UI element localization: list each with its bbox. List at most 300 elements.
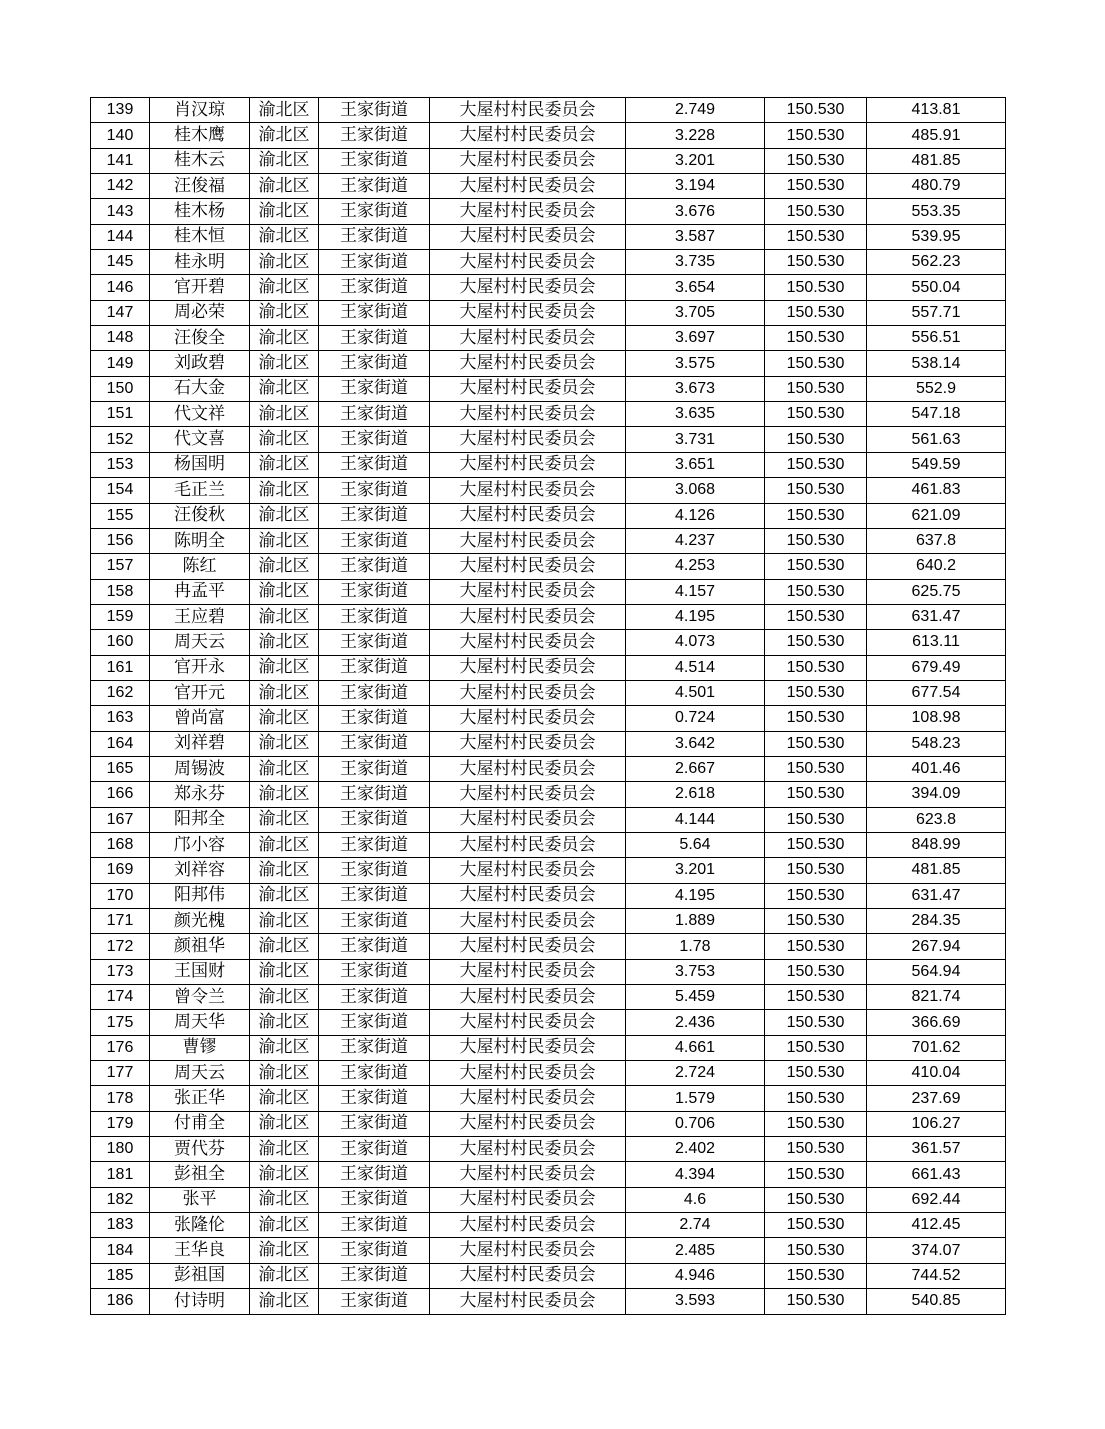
table-row bbox=[91, 427, 1006, 452]
area-cell: 4.073 bbox=[626, 630, 765, 655]
row-number-cell: 166 bbox=[91, 782, 150, 807]
committee-cell: 大屋村村民委员会 bbox=[430, 478, 626, 503]
committee-cell: 大屋村村民委员会 bbox=[430, 250, 626, 275]
table-row bbox=[91, 503, 1006, 528]
area-cell: 4.195 bbox=[626, 883, 765, 908]
name-cell: 曾令兰 bbox=[150, 985, 250, 1010]
rate-cell: 150.530 bbox=[765, 478, 867, 503]
street-cell: 王家街道 bbox=[319, 909, 430, 934]
district-cell: 渝北区 bbox=[250, 199, 319, 224]
row-number-cell: 181 bbox=[91, 1162, 150, 1187]
district-cell: 渝北区 bbox=[250, 351, 319, 376]
row-number-cell: 161 bbox=[91, 655, 150, 680]
district-cell: 渝北区 bbox=[250, 832, 319, 857]
table-row bbox=[91, 98, 1006, 123]
row-number-cell: 182 bbox=[91, 1187, 150, 1212]
committee-cell: 大屋村村民委员会 bbox=[430, 909, 626, 934]
district-cell: 渝北区 bbox=[250, 1010, 319, 1035]
rate-cell: 150.530 bbox=[765, 1263, 867, 1288]
rate-cell: 150.530 bbox=[765, 1086, 867, 1111]
area-cell: 2.724 bbox=[626, 1061, 765, 1086]
district-cell: 渝北区 bbox=[250, 959, 319, 984]
amount-cell: 744.52 bbox=[867, 1263, 1006, 1288]
row-number-cell: 144 bbox=[91, 224, 150, 249]
table-body bbox=[91, 98, 1006, 1315]
name-cell: 桂木鹰 bbox=[150, 123, 250, 148]
row-number-cell: 178 bbox=[91, 1086, 150, 1111]
street-cell: 王家街道 bbox=[319, 452, 430, 477]
area-cell: 4.253 bbox=[626, 554, 765, 579]
area-cell: 3.593 bbox=[626, 1289, 765, 1314]
table-row bbox=[91, 528, 1006, 553]
district-cell: 渝北区 bbox=[250, 427, 319, 452]
street-cell: 王家街道 bbox=[319, 478, 430, 503]
amount-cell: 640.2 bbox=[867, 554, 1006, 579]
rate-cell: 150.530 bbox=[765, 98, 867, 123]
rate-cell: 150.530 bbox=[765, 1111, 867, 1136]
amount-cell: 631.47 bbox=[867, 604, 1006, 629]
district-cell: 渝北区 bbox=[250, 224, 319, 249]
area-cell: 2.74 bbox=[626, 1213, 765, 1238]
street-cell: 王家街道 bbox=[319, 655, 430, 680]
row-number-cell: 170 bbox=[91, 883, 150, 908]
table-row bbox=[91, 706, 1006, 731]
amount-cell: 553.35 bbox=[867, 199, 1006, 224]
amount-cell: 374.07 bbox=[867, 1238, 1006, 1263]
row-number-cell: 185 bbox=[91, 1263, 150, 1288]
row-number-cell: 171 bbox=[91, 909, 150, 934]
committee-cell: 大屋村村民委员会 bbox=[430, 351, 626, 376]
street-cell: 王家街道 bbox=[319, 427, 430, 452]
name-cell: 桂木恒 bbox=[150, 224, 250, 249]
area-cell: 3.676 bbox=[626, 199, 765, 224]
street-cell: 王家街道 bbox=[319, 123, 430, 148]
committee-cell: 大屋村村民委员会 bbox=[430, 756, 626, 781]
district-cell: 渝北区 bbox=[250, 782, 319, 807]
area-cell: 5.459 bbox=[626, 985, 765, 1010]
district-cell: 渝北区 bbox=[250, 1187, 319, 1212]
table-row bbox=[91, 300, 1006, 325]
rate-cell: 150.530 bbox=[765, 452, 867, 477]
table-row bbox=[91, 883, 1006, 908]
district-cell: 渝北区 bbox=[250, 300, 319, 325]
district-cell: 渝北区 bbox=[250, 1238, 319, 1263]
rate-cell: 150.530 bbox=[765, 224, 867, 249]
table-row bbox=[91, 376, 1006, 401]
rate-cell: 150.530 bbox=[765, 554, 867, 579]
name-cell: 杨国明 bbox=[150, 452, 250, 477]
amount-cell: 848.99 bbox=[867, 832, 1006, 857]
name-cell: 周天华 bbox=[150, 1010, 250, 1035]
rate-cell: 150.530 bbox=[765, 427, 867, 452]
street-cell: 王家街道 bbox=[319, 376, 430, 401]
rate-cell: 150.530 bbox=[765, 1238, 867, 1263]
street-cell: 王家街道 bbox=[319, 731, 430, 756]
rate-cell: 150.530 bbox=[765, 123, 867, 148]
table-row bbox=[91, 554, 1006, 579]
name-cell: 汪俊秋 bbox=[150, 503, 250, 528]
name-cell: 张正华 bbox=[150, 1086, 250, 1111]
street-cell: 王家街道 bbox=[319, 680, 430, 705]
committee-cell: 大屋村村民委员会 bbox=[430, 1289, 626, 1314]
street-cell: 王家街道 bbox=[319, 1187, 430, 1212]
row-number-cell: 143 bbox=[91, 199, 150, 224]
committee-cell: 大屋村村民委员会 bbox=[430, 199, 626, 224]
amount-cell: 413.81 bbox=[867, 98, 1006, 123]
committee-cell: 大屋村村民委员会 bbox=[430, 224, 626, 249]
street-cell: 王家街道 bbox=[319, 98, 430, 123]
committee-cell: 大屋村村民委员会 bbox=[430, 123, 626, 148]
name-cell: 颜祖华 bbox=[150, 934, 250, 959]
area-cell: 2.436 bbox=[626, 1010, 765, 1035]
name-cell: 桂永明 bbox=[150, 250, 250, 275]
name-cell: 周必荣 bbox=[150, 300, 250, 325]
area-cell: 3.753 bbox=[626, 959, 765, 984]
table-row bbox=[91, 1061, 1006, 1086]
row-number-cell: 145 bbox=[91, 250, 150, 275]
name-cell: 汪俊福 bbox=[150, 174, 250, 199]
table-row bbox=[91, 275, 1006, 300]
table-row bbox=[91, 934, 1006, 959]
street-cell: 王家街道 bbox=[319, 503, 430, 528]
name-cell: 付诗明 bbox=[150, 1289, 250, 1314]
area-cell: 4.946 bbox=[626, 1263, 765, 1288]
district-cell: 渝北区 bbox=[250, 883, 319, 908]
row-number-cell: 151 bbox=[91, 402, 150, 427]
street-cell: 王家街道 bbox=[319, 351, 430, 376]
amount-cell: 412.45 bbox=[867, 1213, 1006, 1238]
row-number-cell: 169 bbox=[91, 858, 150, 883]
area-cell: 3.735 bbox=[626, 250, 765, 275]
street-cell: 王家街道 bbox=[319, 174, 430, 199]
row-number-cell: 152 bbox=[91, 427, 150, 452]
street-cell: 王家街道 bbox=[319, 858, 430, 883]
committee-cell: 大屋村村民委员会 bbox=[430, 275, 626, 300]
area-cell: 3.673 bbox=[626, 376, 765, 401]
rate-cell: 150.530 bbox=[765, 1162, 867, 1187]
committee-cell: 大屋村村民委员会 bbox=[430, 883, 626, 908]
district-cell: 渝北区 bbox=[250, 985, 319, 1010]
name-cell: 王应碧 bbox=[150, 604, 250, 629]
district-cell: 渝北区 bbox=[250, 148, 319, 173]
district-cell: 渝北区 bbox=[250, 706, 319, 731]
row-number-cell: 154 bbox=[91, 478, 150, 503]
amount-cell: 631.47 bbox=[867, 883, 1006, 908]
row-number-cell: 173 bbox=[91, 959, 150, 984]
committee-cell: 大屋村村民委员会 bbox=[430, 1111, 626, 1136]
rate-cell: 150.530 bbox=[765, 300, 867, 325]
table-row bbox=[91, 1162, 1006, 1187]
row-number-cell: 155 bbox=[91, 503, 150, 528]
name-cell: 桂木云 bbox=[150, 148, 250, 173]
district-cell: 渝北区 bbox=[250, 858, 319, 883]
street-cell: 王家街道 bbox=[319, 1061, 430, 1086]
row-number-cell: 165 bbox=[91, 756, 150, 781]
amount-cell: 556.51 bbox=[867, 326, 1006, 351]
row-number-cell: 148 bbox=[91, 326, 150, 351]
area-cell: 4.514 bbox=[626, 655, 765, 680]
area-cell: 2.485 bbox=[626, 1238, 765, 1263]
rate-cell: 150.530 bbox=[765, 1289, 867, 1314]
amount-cell: 550.04 bbox=[867, 275, 1006, 300]
rate-cell: 150.530 bbox=[765, 1061, 867, 1086]
name-cell: 毛正兰 bbox=[150, 478, 250, 503]
street-cell: 王家街道 bbox=[319, 630, 430, 655]
rate-cell: 150.530 bbox=[765, 756, 867, 781]
amount-cell: 485.91 bbox=[867, 123, 1006, 148]
area-cell: 3.651 bbox=[626, 452, 765, 477]
name-cell: 贾代芬 bbox=[150, 1137, 250, 1162]
district-cell: 渝北区 bbox=[250, 756, 319, 781]
name-cell: 陈明全 bbox=[150, 528, 250, 553]
amount-cell: 547.18 bbox=[867, 402, 1006, 427]
street-cell: 王家街道 bbox=[319, 326, 430, 351]
data-table bbox=[90, 97, 1006, 1315]
district-cell: 渝北区 bbox=[250, 478, 319, 503]
amount-cell: 481.85 bbox=[867, 148, 1006, 173]
area-cell: 2.618 bbox=[626, 782, 765, 807]
table-row bbox=[91, 1010, 1006, 1035]
amount-cell: 552.9 bbox=[867, 376, 1006, 401]
district-cell: 渝北区 bbox=[250, 934, 319, 959]
row-number-cell: 164 bbox=[91, 731, 150, 756]
row-number-cell: 157 bbox=[91, 554, 150, 579]
table-row bbox=[91, 1289, 1006, 1314]
rate-cell: 150.530 bbox=[765, 579, 867, 604]
district-cell: 渝北区 bbox=[250, 1111, 319, 1136]
amount-cell: 481.85 bbox=[867, 858, 1006, 883]
street-cell: 王家街道 bbox=[319, 883, 430, 908]
amount-cell: 677.54 bbox=[867, 680, 1006, 705]
name-cell: 桂木杨 bbox=[150, 199, 250, 224]
name-cell: 彭祖全 bbox=[150, 1162, 250, 1187]
area-cell: 3.587 bbox=[626, 224, 765, 249]
district-cell: 渝北区 bbox=[250, 731, 319, 756]
amount-cell: 538.14 bbox=[867, 351, 1006, 376]
committee-cell: 大屋村村民委员会 bbox=[430, 655, 626, 680]
area-cell: 4.6 bbox=[626, 1187, 765, 1212]
amount-cell: 561.63 bbox=[867, 427, 1006, 452]
area-cell: 3.228 bbox=[626, 123, 765, 148]
district-cell: 渝北区 bbox=[250, 630, 319, 655]
committee-cell: 大屋村村民委员会 bbox=[430, 604, 626, 629]
table-row bbox=[91, 630, 1006, 655]
row-number-cell: 142 bbox=[91, 174, 150, 199]
district-cell: 渝北区 bbox=[250, 1263, 319, 1288]
committee-cell: 大屋村村民委员会 bbox=[430, 1162, 626, 1187]
street-cell: 王家街道 bbox=[319, 1162, 430, 1187]
row-number-cell: 158 bbox=[91, 579, 150, 604]
rate-cell: 150.530 bbox=[765, 832, 867, 857]
table-row bbox=[91, 655, 1006, 680]
table-row bbox=[91, 579, 1006, 604]
street-cell: 王家街道 bbox=[319, 1086, 430, 1111]
street-cell: 王家街道 bbox=[319, 275, 430, 300]
row-number-cell: 140 bbox=[91, 123, 150, 148]
table-row bbox=[91, 1238, 1006, 1263]
rate-cell: 150.530 bbox=[765, 934, 867, 959]
street-cell: 王家街道 bbox=[319, 1289, 430, 1314]
rate-cell: 150.530 bbox=[765, 731, 867, 756]
area-cell: 3.201 bbox=[626, 148, 765, 173]
committee-cell: 大屋村村民委员会 bbox=[430, 807, 626, 832]
district-cell: 渝北区 bbox=[250, 579, 319, 604]
table-row bbox=[91, 326, 1006, 351]
name-cell: 代文喜 bbox=[150, 427, 250, 452]
committee-cell: 大屋村村民委员会 bbox=[430, 1238, 626, 1263]
rate-cell: 150.530 bbox=[765, 1010, 867, 1035]
district-cell: 渝北区 bbox=[250, 98, 319, 123]
rate-cell: 150.530 bbox=[765, 402, 867, 427]
street-cell: 王家街道 bbox=[319, 706, 430, 731]
table-row bbox=[91, 1137, 1006, 1162]
amount-cell: 625.75 bbox=[867, 579, 1006, 604]
committee-cell: 大屋村村民委员会 bbox=[430, 427, 626, 452]
street-cell: 王家街道 bbox=[319, 199, 430, 224]
amount-cell: 267.94 bbox=[867, 934, 1006, 959]
area-cell: 3.642 bbox=[626, 731, 765, 756]
amount-cell: 661.43 bbox=[867, 1162, 1006, 1187]
row-number-cell: 162 bbox=[91, 680, 150, 705]
name-cell: 曾尚富 bbox=[150, 706, 250, 731]
rate-cell: 150.530 bbox=[765, 351, 867, 376]
table-row bbox=[91, 1086, 1006, 1111]
amount-cell: 237.69 bbox=[867, 1086, 1006, 1111]
amount-cell: 621.09 bbox=[867, 503, 1006, 528]
committee-cell: 大屋村村民委员会 bbox=[430, 782, 626, 807]
name-cell: 汪俊全 bbox=[150, 326, 250, 351]
name-cell: 阳邦伟 bbox=[150, 883, 250, 908]
street-cell: 王家街道 bbox=[319, 959, 430, 984]
rate-cell: 150.530 bbox=[765, 174, 867, 199]
name-cell: 曹镠 bbox=[150, 1035, 250, 1060]
rate-cell: 150.530 bbox=[765, 680, 867, 705]
table-row bbox=[91, 148, 1006, 173]
area-cell: 1.78 bbox=[626, 934, 765, 959]
street-cell: 王家街道 bbox=[319, 148, 430, 173]
table-row bbox=[91, 402, 1006, 427]
amount-cell: 613.11 bbox=[867, 630, 1006, 655]
area-cell: 4.501 bbox=[626, 680, 765, 705]
street-cell: 王家街道 bbox=[319, 528, 430, 553]
name-cell: 刘政碧 bbox=[150, 351, 250, 376]
district-cell: 渝北区 bbox=[250, 680, 319, 705]
area-cell: 2.749 bbox=[626, 98, 765, 123]
district-cell: 渝北区 bbox=[250, 174, 319, 199]
district-cell: 渝北区 bbox=[250, 1162, 319, 1187]
district-cell: 渝北区 bbox=[250, 655, 319, 680]
table-row bbox=[91, 250, 1006, 275]
street-cell: 王家街道 bbox=[319, 934, 430, 959]
name-cell: 彭祖国 bbox=[150, 1263, 250, 1288]
committee-cell: 大屋村村民委员会 bbox=[430, 452, 626, 477]
street-cell: 王家街道 bbox=[319, 807, 430, 832]
table-row bbox=[91, 959, 1006, 984]
rate-cell: 150.530 bbox=[765, 376, 867, 401]
rate-cell: 150.530 bbox=[765, 985, 867, 1010]
amount-cell: 461.83 bbox=[867, 478, 1006, 503]
rate-cell: 150.530 bbox=[765, 1187, 867, 1212]
name-cell: 周天云 bbox=[150, 1061, 250, 1086]
district-cell: 渝北区 bbox=[250, 452, 319, 477]
district-cell: 渝北区 bbox=[250, 123, 319, 148]
street-cell: 王家街道 bbox=[319, 604, 430, 629]
committee-cell: 大屋村村民委员会 bbox=[430, 528, 626, 553]
table-row bbox=[91, 756, 1006, 781]
rate-cell: 150.530 bbox=[765, 326, 867, 351]
rate-cell: 150.530 bbox=[765, 604, 867, 629]
row-number-cell: 176 bbox=[91, 1035, 150, 1060]
rate-cell: 150.530 bbox=[765, 883, 867, 908]
area-cell: 2.402 bbox=[626, 1137, 765, 1162]
row-number-cell: 139 bbox=[91, 98, 150, 123]
name-cell: 张平 bbox=[150, 1187, 250, 1212]
district-cell: 渝北区 bbox=[250, 402, 319, 427]
row-number-cell: 180 bbox=[91, 1137, 150, 1162]
area-cell: 3.731 bbox=[626, 427, 765, 452]
district-cell: 渝北区 bbox=[250, 275, 319, 300]
street-cell: 王家街道 bbox=[319, 1010, 430, 1035]
street-cell: 王家街道 bbox=[319, 832, 430, 857]
name-cell: 阳邦全 bbox=[150, 807, 250, 832]
name-cell: 郑永芬 bbox=[150, 782, 250, 807]
district-cell: 渝北区 bbox=[250, 554, 319, 579]
area-cell: 3.697 bbox=[626, 326, 765, 351]
table-row bbox=[91, 782, 1006, 807]
street-cell: 王家街道 bbox=[319, 1238, 430, 1263]
area-cell: 1.889 bbox=[626, 909, 765, 934]
name-cell: 付甫全 bbox=[150, 1111, 250, 1136]
rate-cell: 150.530 bbox=[765, 655, 867, 680]
amount-cell: 410.04 bbox=[867, 1061, 1006, 1086]
row-number-cell: 163 bbox=[91, 706, 150, 731]
street-cell: 王家街道 bbox=[319, 1111, 430, 1136]
name-cell: 张隆伦 bbox=[150, 1213, 250, 1238]
row-number-cell: 150 bbox=[91, 376, 150, 401]
committee-cell: 大屋村村民委员会 bbox=[430, 1213, 626, 1238]
table-row bbox=[91, 1035, 1006, 1060]
table-row bbox=[91, 807, 1006, 832]
district-cell: 渝北区 bbox=[250, 376, 319, 401]
district-cell: 渝北区 bbox=[250, 503, 319, 528]
committee-cell: 大屋村村民委员会 bbox=[430, 985, 626, 1010]
row-number-cell: 160 bbox=[91, 630, 150, 655]
rate-cell: 150.530 bbox=[765, 630, 867, 655]
amount-cell: 539.95 bbox=[867, 224, 1006, 249]
area-cell: 3.068 bbox=[626, 478, 765, 503]
street-cell: 王家街道 bbox=[319, 1035, 430, 1060]
table-row bbox=[91, 985, 1006, 1010]
amount-cell: 548.23 bbox=[867, 731, 1006, 756]
row-number-cell: 159 bbox=[91, 604, 150, 629]
district-cell: 渝北区 bbox=[250, 1061, 319, 1086]
amount-cell: 557.71 bbox=[867, 300, 1006, 325]
name-cell: 刘祥容 bbox=[150, 858, 250, 883]
area-cell: 2.667 bbox=[626, 756, 765, 781]
district-cell: 渝北区 bbox=[250, 528, 319, 553]
amount-cell: 562.23 bbox=[867, 250, 1006, 275]
street-cell: 王家街道 bbox=[319, 579, 430, 604]
amount-cell: 549.59 bbox=[867, 452, 1006, 477]
table-row bbox=[91, 1213, 1006, 1238]
rate-cell: 150.530 bbox=[765, 503, 867, 528]
table-row bbox=[91, 1111, 1006, 1136]
area-cell: 0.706 bbox=[626, 1111, 765, 1136]
rate-cell: 150.530 bbox=[765, 909, 867, 934]
committee-cell: 大屋村村民委员会 bbox=[430, 148, 626, 173]
amount-cell: 284.35 bbox=[867, 909, 1006, 934]
rate-cell: 150.530 bbox=[765, 250, 867, 275]
